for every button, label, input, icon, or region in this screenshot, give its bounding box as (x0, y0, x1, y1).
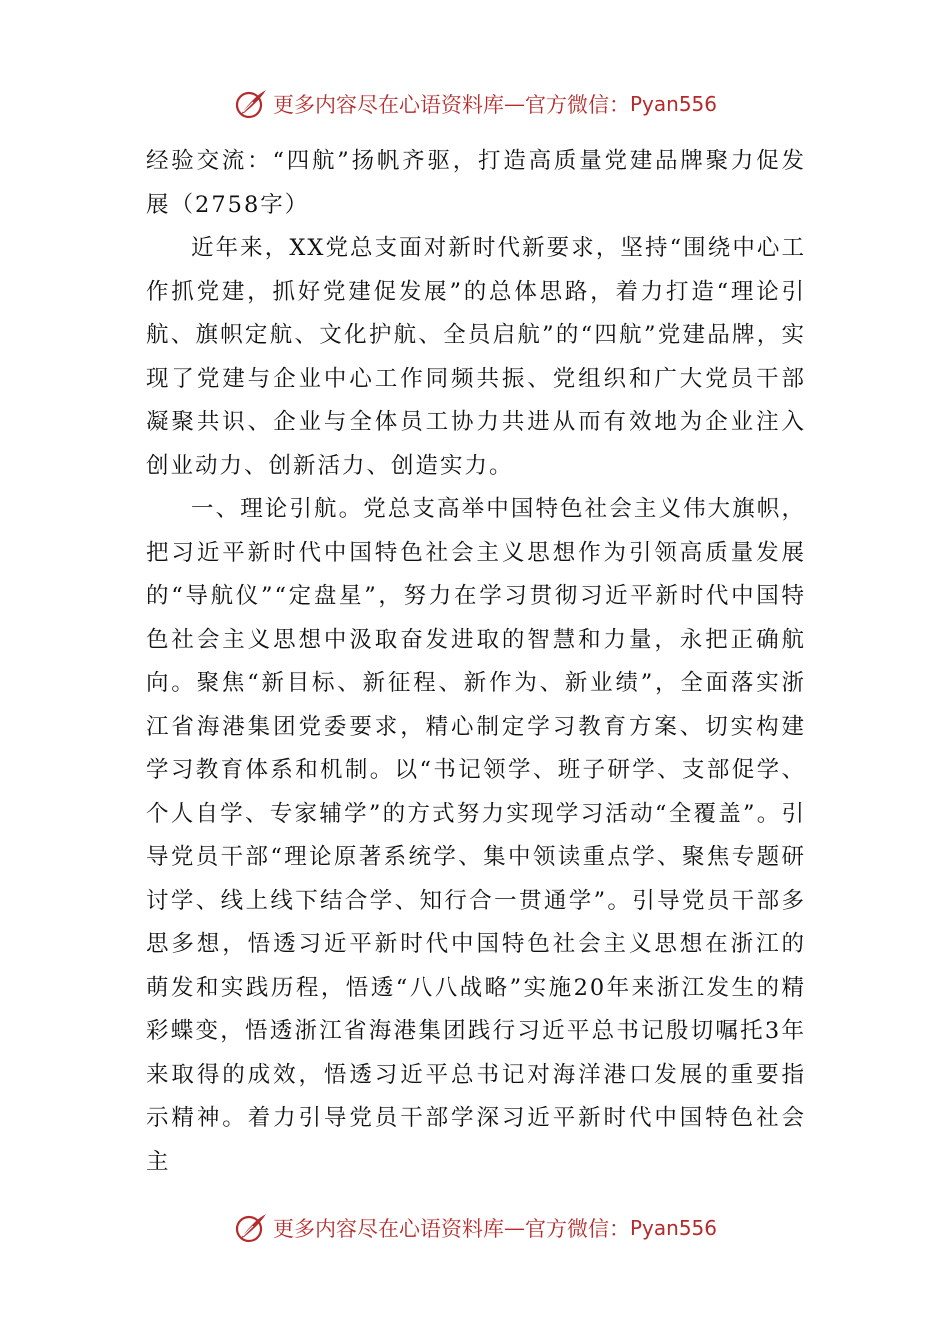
banner-dash: — (503, 92, 525, 116)
banner-wechat-label: 官方微信： (524, 93, 630, 117)
footer-banner (0, 1210, 950, 1246)
banner-wechat-id: Pyan556 (629, 1216, 717, 1240)
banner-wechat-id: Pyan556 (629, 92, 717, 116)
header-banner (0, 86, 950, 122)
paragraph-theory-guidance: 一、理论引航。党总支高举中国特色社会主义伟大旗帜，把习近平新时代中国特色社会主义思想作为引领高质量发展的“导航仪”“定盘星”，努力在学习贯彻习近平新时代中国特色社会主义思想中汲取奋发进取的智慧和力量，永把正确航向。聚焦“新目标、新征程、新作为、新业绩”，全面落实浙江省海港集团党委要求，精心制定学习教育方案、切实构建学习教育体系和机制。以“书记领学、班子研学、支部促学、个人自学、专家辅学”的方式努力实现学习活动“全覆盖”。引导党员干部“理论原著系统学、集中领读重点学、聚焦专题研讨学、线上线下结合学、知行合一贯通学”。引导党员干部多思多想，悟透习近平新时代中国特色社会主义思想在浙江的萌发和实践历程，悟透“八八战略”实施20年来浙江发生的精彩蝶变，悟透浙江省海港集团践行习近平总书记殷切嘱托3年来取得的成效，悟透习近平总书记对海洋港口发展的重要指示精神。着力引导党员干部学深习近平新时代中国特色社会主 (146, 496, 806, 1175)
banner-text: 更多内容尽在心语资料库 (272, 93, 504, 117)
paragraph-intro: 近年来，XX党总支面对新时代新要求，坚持“围绕中心工作抓党建，抓好党建促发展”的总体思路，着力打造“理论引航、旗帜定航、文化护航、全员启航”的“四航”党建品牌，实现了党建与企业中心工作同频共振、党组织和广大党员干部凝聚共识、企业与全体员工协力共进从而有效地为企业注入创业动力、创新活力、创造实力。 (146, 235, 806, 479)
banner-text: 更多内容尽在心语资料库 (272, 1217, 504, 1241)
quill-pen-circle-icon (233, 86, 269, 122)
banner-dash: — (503, 1216, 525, 1240)
document-body (146, 140, 806, 1184)
document-title: 经验交流：“四航”扬帆齐驱，打造高质量党建品牌聚力促发展（2758字） (146, 148, 806, 218)
banner-wechat-label: 官方微信： (524, 1217, 630, 1241)
quill-pen-circle-icon (233, 1210, 269, 1246)
